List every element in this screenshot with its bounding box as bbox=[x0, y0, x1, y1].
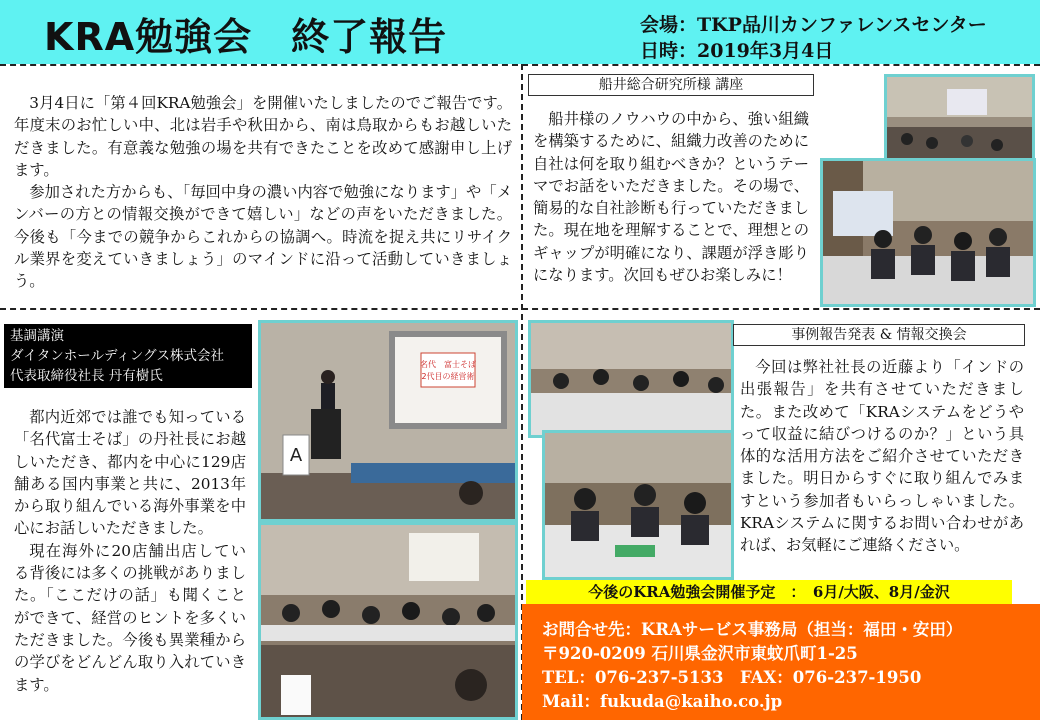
intro-paragraph: 3月4日に「第４回KRA勉強会」を開催いたしましたのでご報告です。年度末のお忙しい中、北は岩手や秋田から、南は鳥取からもお越しいただきました。有意義な勉強の場を共有できたことを改めて感謝申し上げます。 bbox=[14, 94, 512, 179]
table-sign-letter: A bbox=[289, 445, 303, 466]
keynote-photo bbox=[258, 320, 518, 522]
case-section bbox=[740, 356, 1024, 557]
funai-section bbox=[533, 108, 809, 286]
case-label: 事例報告発表 & 情報交換会 bbox=[733, 324, 1025, 346]
exchange-photo bbox=[528, 320, 734, 438]
slide-title-line: 名代 富士そば bbox=[420, 360, 476, 369]
divider bbox=[0, 308, 1040, 310]
keynote-label-line: 基調講演 bbox=[10, 328, 64, 344]
intro-paragraph: 参加された方からも、「毎回中身の濃い内容で勉強になります」や「メンバーの方との情報交換ができて嬉しい」などの声をいただきました。今後も「今までの競争からこれからの協調へ。時流を捉え共にリサイクル業界を変えていきましょう」のマインドに沿って活動していきましょう。 bbox=[14, 183, 512, 291]
contact-address: 〒920-0209 石川県金沢市東蚊爪町1-25 bbox=[542, 644, 858, 663]
case-paragraph: 今回は弊社社長の近藤より「インドの出張報告」を共有させていただきました。また改めて「KRAシステムをどうやって収益に結びつけるのか？」という具体的な活用方法をご紹介させていただきました。明日からすぐに取り組んでみますという参加者もいらっしゃいました。KRAシステムに関するお問い合わせがあれば、お気軽にご連絡ください。 bbox=[740, 358, 1024, 555]
seminar-photo bbox=[820, 158, 1036, 307]
divider bbox=[0, 64, 1040, 66]
keynote-label-line: ダイタンホールディングス株式会社 bbox=[10, 348, 224, 364]
schedule-banner: 今後のKRA勉強会開催予定 ： 6月/大阪、8月/金沢 bbox=[526, 580, 1012, 605]
exchange-photo bbox=[542, 430, 734, 580]
intro-section bbox=[14, 92, 512, 293]
audience-photo bbox=[258, 522, 518, 720]
slide-title-line: 2代目の経営術 bbox=[421, 372, 475, 381]
keynote-section bbox=[14, 406, 246, 696]
seminar-photo bbox=[884, 74, 1035, 168]
contact-box bbox=[522, 604, 1040, 720]
date-text: 日時：2019年3月4日 bbox=[640, 40, 834, 62]
keynote-label bbox=[4, 324, 252, 388]
keynote-label-line: 代表取締役社長 丹有樹氏 bbox=[10, 368, 163, 384]
funai-paragraph: 船井様のノウハウの中から、強い組織を構築するために、組織力改善のために自社は何を取り組むべきか？というテーマでお話をいただきました。その場で、簡易的な自社診断も行っていただきました。現在地を理解することで、理想とのギャップが明確になり、課題が浮き彫りになります。次回もぜひお楽しみに！ bbox=[533, 110, 809, 285]
contact-line: お問合せ先：KRAサービス事務局（担当：福田・安田） bbox=[542, 620, 963, 639]
contact-email: Mail：fukuda@kaiho.co.jp bbox=[542, 692, 783, 711]
keynote-paragraph: 都内近郊では誰でも知っている「名代富士そば」の丹社長にお越しいただき、都内を中心に129店舗ある国内事業と共に、2013年から取り組んでいる海外事業を中心にお話しいただきました。 bbox=[14, 408, 246, 538]
funai-label: 船井総合研究所様 講座 bbox=[528, 74, 814, 96]
contact-phone: TEL：076-237-5133 FAX：076-237-1950 bbox=[542, 668, 922, 687]
page-title: KRA勉強会 終了報告 bbox=[44, 15, 448, 59]
venue-text: 会場：TKP品川カンファレンスセンター bbox=[640, 14, 987, 36]
keynote-paragraph: 現在海外に20店舗出店している背後には多くの挑戦がありました。「ここだけの話」も聞くことができて、経営のヒントを多くいただきました。今後も異業種からの学びをどんどん取り入れていきます。 bbox=[14, 541, 246, 694]
